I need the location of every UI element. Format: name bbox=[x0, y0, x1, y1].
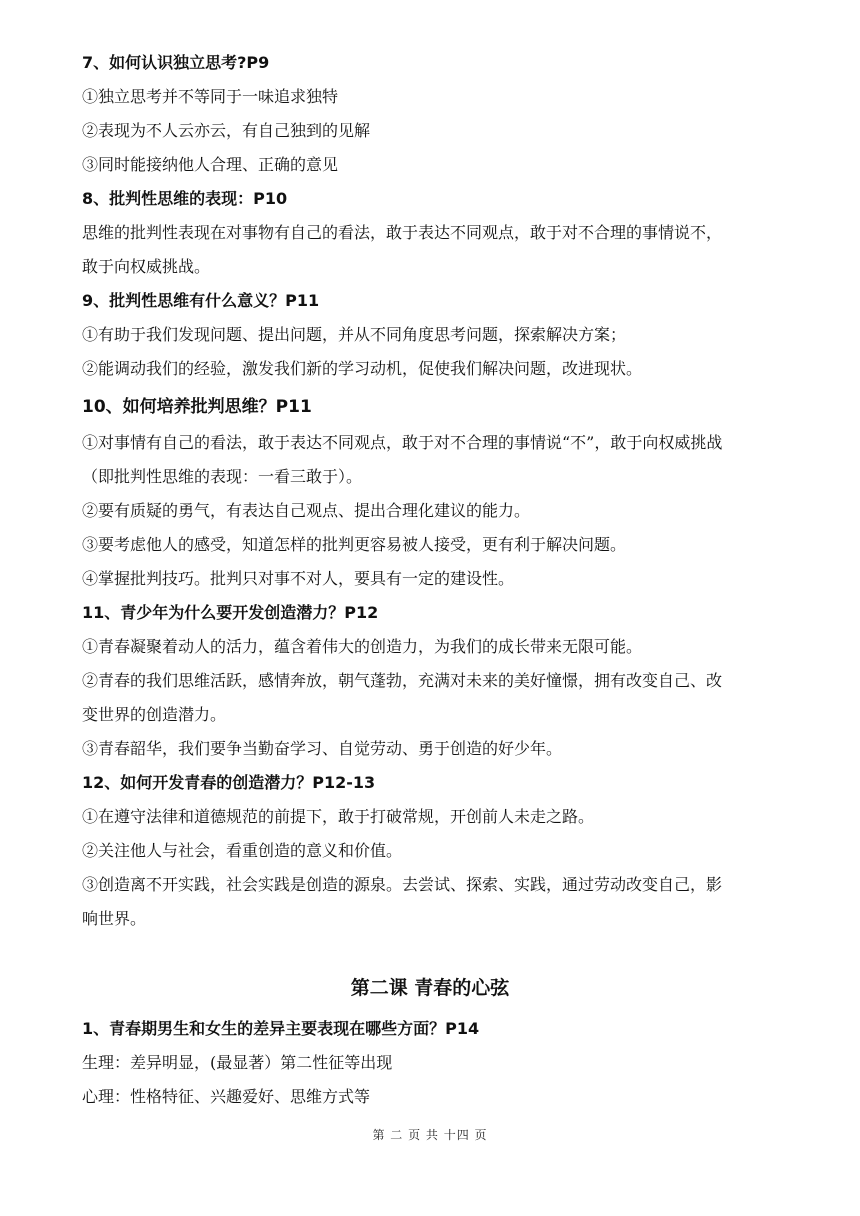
section-body bbox=[82, 1012, 782, 1114]
question-heading: 12、如何开发青春的创造潜力？P12-13 bbox=[82, 773, 376, 792]
answer-line: ③同时能接纳他人合理、正确的意见 bbox=[82, 155, 339, 174]
answer-line: ③创造离不开实践，社会实践是创造的源泉。去尝试、探索、实践，通过劳动改变自己，影 bbox=[82, 875, 723, 894]
question-heading: 11、青少年为什么要开发创造潜力？P12 bbox=[82, 603, 379, 622]
answer-line: ①有助于我们发现问题、提出问题，并从不同角度思考问题，探索解决方案； bbox=[82, 325, 627, 344]
answer-line: ②要有质疑的勇气，有表达自己观点、提出合理化建议的能力。 bbox=[82, 501, 531, 520]
answer-line: ①青春凝聚着动人的活力，蕴含着伟大的创造力，为我们的成长带来无限可能。 bbox=[82, 637, 643, 656]
answer-line: ②能调动我们的经验，激发我们新的学习动机，促使我们解决问题，改进现状。 bbox=[82, 359, 643, 378]
answer-line: ①独立思考并不等同于一味追求独特 bbox=[82, 87, 339, 106]
answer-line: ③青春韶华，我们要争当勤奋学习、自觉劳动、勇于创造的好少年。 bbox=[82, 739, 563, 758]
answer-line: ③要考虑他人的感受，知道怎样的批判更容易被人接受，更有利于解决问题。 bbox=[82, 535, 627, 554]
answer-line: 响世界。 bbox=[82, 909, 147, 928]
answer-line: 敢于向权威挑战。 bbox=[82, 257, 211, 276]
question-heading: 7、如何认识独立思考?P9 bbox=[82, 53, 270, 72]
answer-line: 变世界的创造潜力。 bbox=[82, 705, 227, 724]
answer-line: 生理：差异明显，(最显著）第二性征等出现 bbox=[82, 1053, 393, 1072]
answer-line: ②关注他人与社会，看重创造的意义和价值。 bbox=[82, 841, 403, 860]
question-heading: 1、青春期男生和女生的差异主要表现在哪些方面？P14 bbox=[82, 1019, 480, 1038]
answer-line: 思维的批判性表现在对事物有自己的看法，敢于表达不同观点，敢于对不合理的事情说不， bbox=[82, 223, 723, 242]
answer-line: 心理：性格特征、兴趣爱好、思维方式等 bbox=[82, 1087, 371, 1106]
question-heading: 8、批判性思维的表现：P10 bbox=[82, 189, 288, 208]
section-title: 第二课 青春的心弦 bbox=[350, 977, 510, 999]
document-body bbox=[82, 46, 782, 936]
answer-line: ②青春的我们思维活跃，感情奔放，朝气蓬勃，充满对未来的美好憧憬，拥有改变自己、改 bbox=[82, 671, 723, 690]
answer-line: ①对事情有自己的看法，敢于表达不同观点，敢于对不合理的事情说“不”，敢于向权威挑战 bbox=[82, 433, 723, 452]
answer-line: ②表现为不人云亦云，有自己独到的见解 bbox=[82, 121, 371, 140]
answer-line: （即批判性思维的表现：一看三敢于）。 bbox=[82, 467, 363, 486]
answer-line: ④掌握批判技巧。批判只对事不对人，要具有一定的建设性。 bbox=[82, 569, 515, 588]
answer-line: ①在遵守法律和道德规范的前提下，敢于打破常规，开创前人未走之路。 bbox=[82, 807, 595, 826]
question-heading: 9、批判性思维有什么意义？P11 bbox=[82, 291, 320, 310]
page-number: 第 二 页 共 十四 页 bbox=[372, 1128, 488, 1142]
question-heading: 10、如何培养批判思维？P11 bbox=[82, 397, 312, 417]
